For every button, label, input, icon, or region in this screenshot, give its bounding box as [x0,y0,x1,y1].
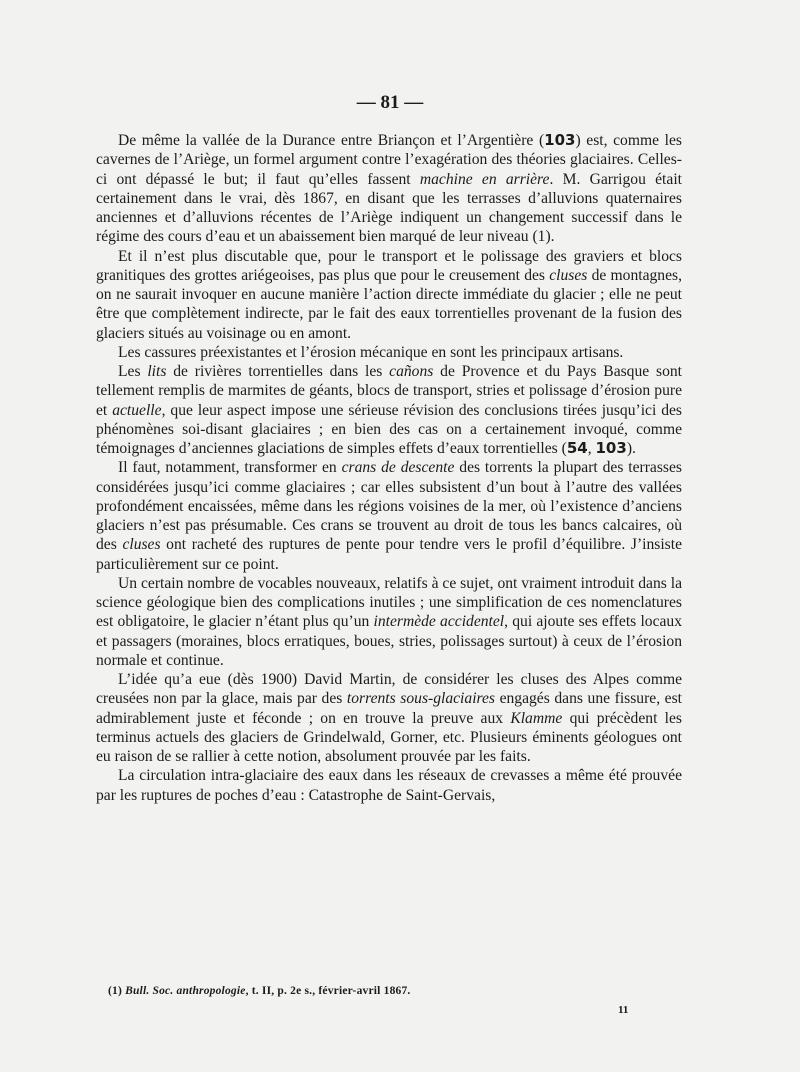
paragraph [96,362,682,458]
text-run: ). [626,440,636,457]
italic-term: cluses [122,536,161,554]
body-text [96,131,682,805]
text-run: Il faut, notamment, transformer en [118,459,342,477]
italic-term: cañons [389,363,434,380]
paragraph [96,574,682,670]
paragraph [96,343,682,362]
text-run: , que leur aspect impose une sérieuse révision des conclusions tirées jusqu’ici des phénomènes soi-disant glaciaires ; en bien des cas on a certainement invoqué, comme témoignages d’anciennes glaciations de simples effets d’eaux torrentielles ( [96,401,683,457]
italic-term: lits [147,363,167,380]
text-run: Les cassures préexistantes et l’érosion mécanique en sont les principaux artisans. [118,343,624,361]
reference-number: 54 [566,439,588,457]
italic-term: intermède accidentel [373,613,505,631]
sheet-signature-mark: 11 [618,1004,629,1016]
footnote-source: Bull. Soc. anthropologie [125,985,246,997]
italic-term: actuelle [112,401,162,419]
reference-number: 103 [595,439,627,457]
text-run: qui précèdent les terminus actuels des glaciers de Grindelwald, Gorner, etc. Plusieurs éminents géologues ont eu raison de se rallier à cette notion, absolument prouvée par les faits. [96,709,682,765]
text-run: de Provence et du Pays Basque sont tellement remplis de marmites de géants, blocs de transport, stries et polissage d’érosion pure et [96,363,683,419]
text-run: , qui ajoute ses effets locaux et passagers (moraines, blocs erratiques, boues, stries, polissages surtout) à ceux de l’érosion normale et continue. [96,613,683,669]
footnote-number: (1) [108,985,126,997]
text-run: Et il n’est plus discutable que, pour le transport et le polissage des graviers et blocs granitiques des grottes ariégeoises, pas plus que pour le creusement des [96,247,682,284]
text-run: De même la vallée de la Durance entre Briançon et l’Argentière ( [118,132,545,149]
paragraph [96,670,682,766]
italic-term: torrents sous-glaciaires [346,690,495,708]
text-run: engagés dans une fissure, est admirablement juste et féconde ; on en trouve la preuve aux [96,690,682,727]
italic-term: Klamme [510,709,563,727]
text-run: . M. Garrigou était certainement dans le vrai, dès 1867, en disant que les terrasses d’alluvions quaternaires anciennes et d’alluvions récentes de l’Ariège indiquent un changement successif dans le régime des cours d’eau et un abaissement bien marqué de leur niveau (1). [96,170,682,246]
footnote [108,985,411,997]
italic-term: machine en arrière [419,170,550,188]
text-run: de rivières torrentielles dans les [166,363,390,380]
page-number: — 81 — [356,92,424,113]
text-run: de montagnes, on ne saurait invoquer en aucune manière l’action directe immédiate du glacier ; elle ne peut être que complètement indirecte, par le fait des eaux torrentielles provenant de la fusion des glaciers situés au voisinage ou en amont. [96,266,682,342]
text-run: La circulation intra-glaciaire des eaux dans les réseaux de crevasses a même été prouvée par les ruptures de poches d’eau : Catastrophe de Saint-Gervais, [96,767,682,804]
italic-term: cluses [549,266,588,284]
paragraph [96,247,682,343]
italic-term: crans de descente [341,459,455,477]
text-run: L’idée qu’a eue (dès 1900) David Martin, de considérer les cluses des Alpes comme creusées non par la glace, mais par des [96,671,682,708]
paragraph [96,766,682,805]
text-run: ) est, comme les cavernes de l’Ariège, un formel argument contre l’exagération des théories glaciaires. Celles-ci ont dépassé le but; il faut qu’elles fassent [96,132,682,188]
paragraph [96,458,682,574]
reference-number: 103 [544,131,576,149]
text-run: , [587,440,596,457]
text-run: Un certain nombre de vocables nouveaux, relatifs à ce sujet, ont vraiment introduit dans la science géologique bien des complications inutiles ; une simplification de ces nomenclatures est obligatoire, le glacier n’étant plus qu’un [96,574,682,631]
text-run: des torrents la plupart des terrasses considérées jusqu’ici comme glaciaires ; car elles subsistent d’un bout à l’autre des vallées profondément encaissées, même dans les régions voisines de la mer, où l’existence d’anciens glaciers n’est pas présumable. Ces crans se trouvent au droit de tous les bancs calcaires, où des [96,459,682,554]
text-run: ont racheté des ruptures de pente pour tendre vers le profil d’équilibre. J’insiste particulièrement sur ce point. [96,536,682,573]
paragraph [96,131,682,247]
text-run: Les [118,363,148,380]
footnote-details: , t. II, p. 2e s., février-avril 1867. [245,985,411,997]
